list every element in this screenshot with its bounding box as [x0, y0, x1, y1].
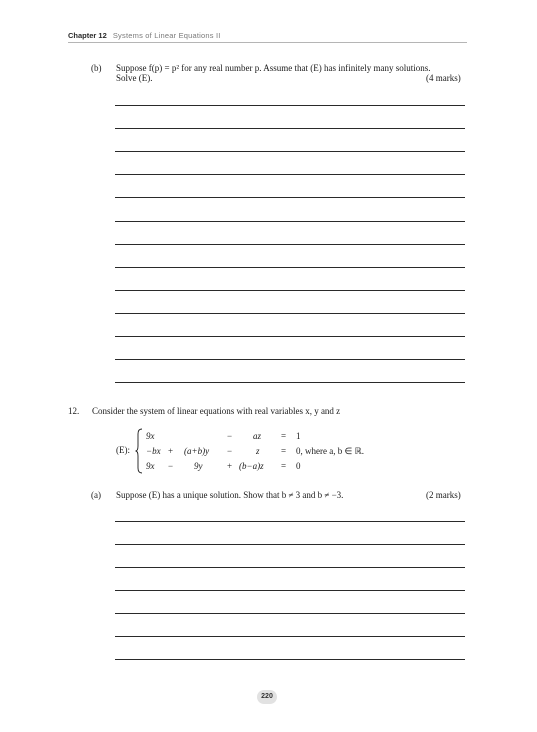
system-name: (E):	[116, 445, 130, 455]
answer-line	[115, 290, 465, 291]
part-b-text-line1: Suppose f(p) = p² for any real number p. Assume that (E) has infinitely many solutions.	[116, 63, 431, 73]
r2-c6: =	[281, 446, 287, 456]
r2-c4: −	[227, 446, 233, 456]
r3-c5: (b−a)z	[239, 461, 264, 471]
answer-line	[115, 105, 465, 106]
answer-line	[115, 174, 465, 175]
running-header	[68, 31, 221, 40]
answer-line	[115, 313, 465, 314]
answer-line	[115, 636, 465, 637]
r3-c6: =	[281, 461, 287, 471]
r1-c4: −	[227, 431, 233, 441]
answer-line	[115, 221, 465, 222]
answer-line	[115, 359, 465, 360]
r1-c7: 1	[296, 431, 301, 441]
answer-line	[115, 244, 465, 245]
header-rule	[68, 42, 467, 43]
r2-c1: −bx	[146, 446, 161, 456]
question-12-text: Consider the system of linear equations with real variables x, y and z	[92, 406, 341, 416]
r2-c5: z	[256, 446, 260, 456]
answer-line	[115, 590, 465, 591]
r2-c7: 0, where a, b ∈ ℝ.	[296, 446, 364, 456]
r3-c1: 9x	[146, 461, 155, 471]
r1-c6: =	[281, 431, 287, 441]
answer-line	[115, 267, 465, 268]
r3-c2: −	[168, 461, 174, 471]
r1-c1: 9x	[146, 431, 155, 441]
r2-c2: +	[168, 446, 174, 456]
part-a-text: Suppose (E) has a unique solution. Show that b ≠ 3 and b ≠ −3.	[116, 490, 344, 500]
answer-line	[115, 659, 465, 660]
chapter-label: Chapter 12	[68, 31, 107, 40]
answer-line	[115, 613, 465, 614]
answer-line	[115, 336, 465, 337]
answer-line	[115, 151, 465, 152]
part-b-label: (b)	[91, 63, 102, 73]
answer-line	[115, 197, 465, 198]
answer-line	[115, 128, 465, 129]
part-a-marks: (2 marks)	[426, 490, 461, 500]
r3-c7: 0	[296, 461, 301, 471]
question-12-number: 12.	[68, 406, 80, 416]
r2-c3: (a+b)y	[184, 446, 210, 456]
r1-c5: az	[253, 431, 262, 441]
left-brace	[135, 428, 143, 474]
part-b-marks: (4 marks)	[426, 73, 461, 83]
part-a-label: (a)	[91, 490, 101, 500]
part-b-text-line2: Solve (E).	[116, 73, 153, 83]
r3-c4: +	[227, 461, 233, 471]
r3-c3: 9y	[194, 461, 203, 471]
chapter-title: Systems of Linear Equations II	[112, 31, 221, 40]
answer-line	[115, 567, 465, 568]
answer-line	[115, 382, 465, 383]
answer-line	[115, 521, 465, 522]
answer-line	[115, 544, 465, 545]
page-number: 220	[257, 690, 277, 704]
